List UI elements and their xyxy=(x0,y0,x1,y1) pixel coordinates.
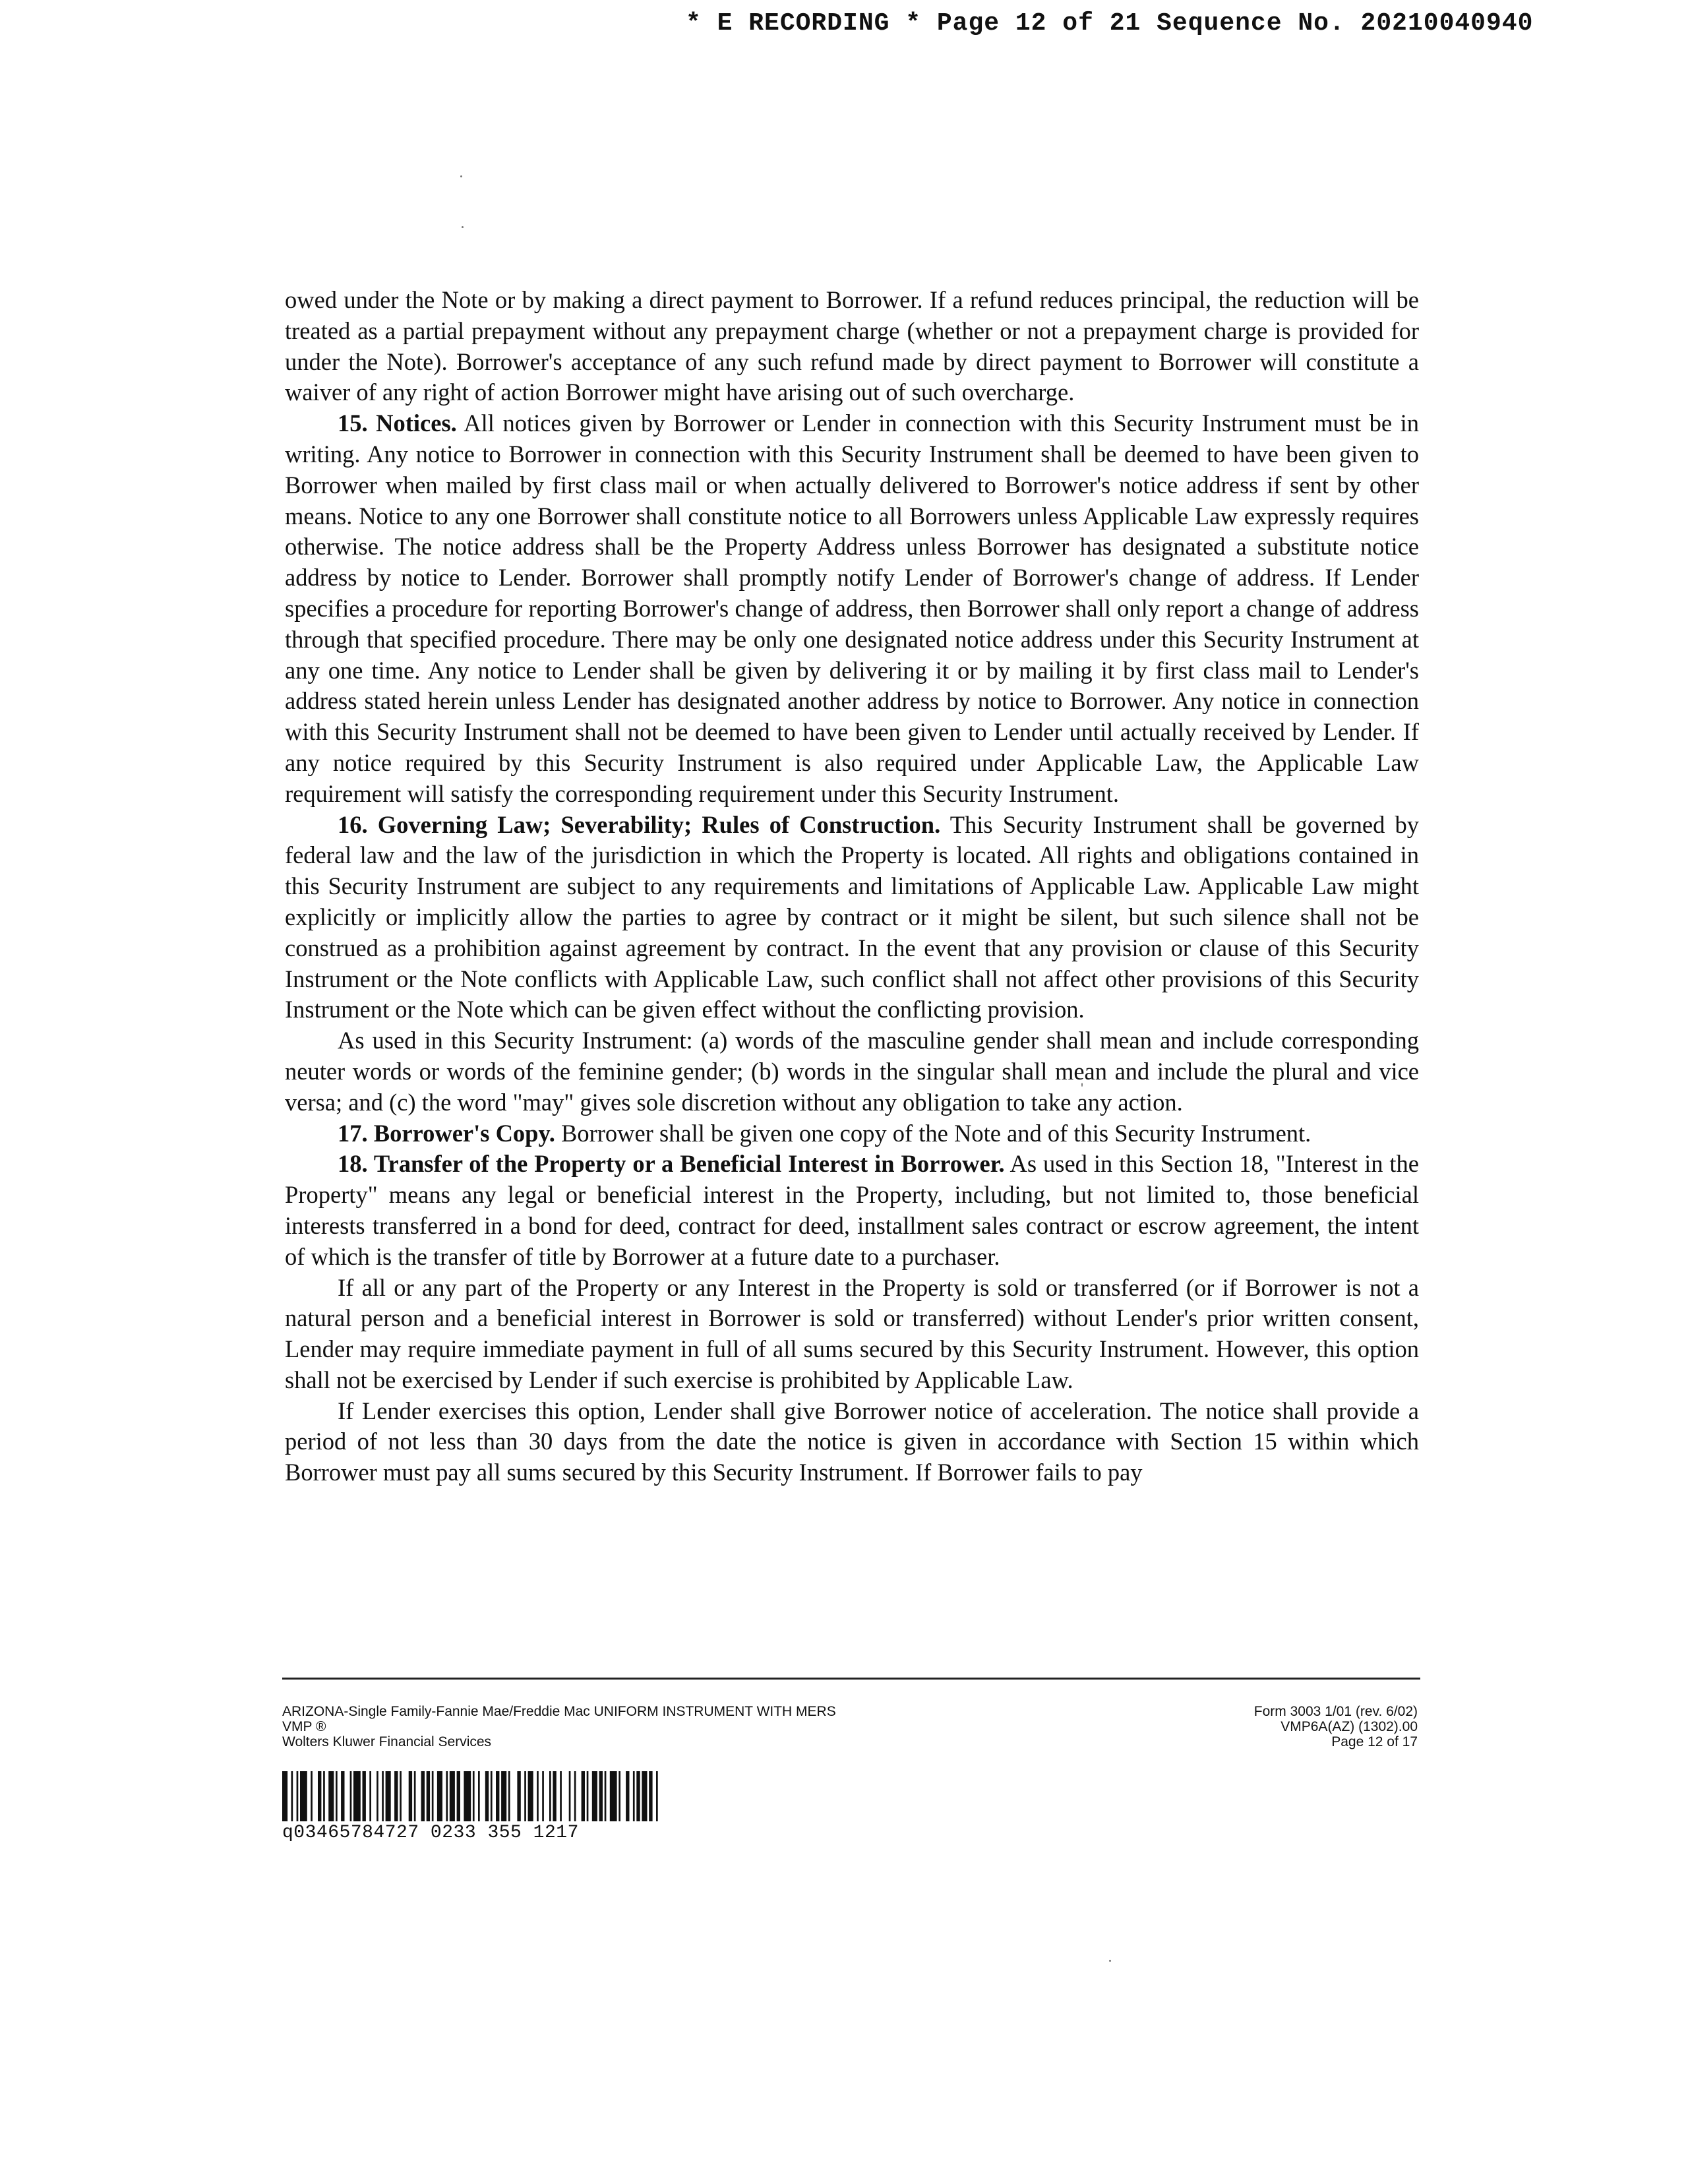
footer-form-number xyxy=(1254,1704,1418,1749)
footer-form-info xyxy=(282,1704,836,1749)
section-15-heading: 15. Notices. xyxy=(338,410,457,437)
footer-form-revision: Form 3003 1/01 (rev. 6/02) xyxy=(1253,1704,1418,1719)
paragraph-overcharge-continued: owed under the Note or by making a direct payment to Borrower. If a refund reduces principal, the reduction will be treated as a partial prepayment without any prepayment charge (whether or not a prepayment charge is provided for under the Note). Borrower's acceptance of any such refund made by direct payment to Borrower will constitute a waiver of any right of action Borrower might have arising out of such overcharge. xyxy=(285,286,1419,406)
section-18-heading: 18. Transfer of the Property or a Beneficial Interest in Borrower. xyxy=(338,1150,1005,1178)
section-15-text: All notices given by Borrower or Lender in connection with this Security Instrument must be in writing. Any notice to Borrower in connection with this Security Instrument shall be deemed to have been given to Borrower when mailed by first class mail or when actually delivered to Borrower's notice address if sent by other means. Notice to any one Borrower shall constitute notice to all Borrowers unless Applicable Law expressly requires otherwise. The notice address shall be the Property Address unless Borrower has designated a substitute notice address by notice to Lender. Borrower shall promptly notify Lender of Borrower's change of address. If Lender specifies a procedure for reporting Borrower's change of address, then Borrower shall only report a change of address through that specified procedure. There may be only one designated notice address under this Security Instrument at any one time. Any notice to Lender shall be given by delivering it or by mailing it by first class mail to Lender's address stated herein unless Lender has designated another address by notice to Borrower. Any notice in connection with this Security Instrument shall not be deemed to have been given to Lender until actually received by Lender. If any notice required by this Security Instrument is also required under Applicable Law, the Applicable Law requirement will satisfy the corresponding requirement under this Security Instrument. xyxy=(285,410,1419,807)
section-16-governing-law xyxy=(285,810,1419,1026)
section-18-paragraph-3: If Lender exercises this option, Lender shall give Borrower notice of acceleration. The notice shall provide a period of not less than 30 days from the date the notice is given in accordance with Section 15 within which Borrower must pay all sums secured by this Security Instrument. If Borrower fails to pay xyxy=(285,1397,1419,1486)
recording-header: * E RECORDING * Page 12 of 21 Sequence No. 20210040940 xyxy=(686,9,1534,38)
section-17-text: Borrower shall be given one copy of the Note and of this Security Instrument. xyxy=(555,1119,1311,1147)
section-17-heading: 17. Borrower's Copy. xyxy=(338,1119,555,1147)
section-17-borrowers-copy xyxy=(285,1118,1419,1149)
section-15-notices xyxy=(285,408,1419,809)
section-18-text: As used in this Section 18, "Interest in the Property" means any legal or beneficial interest in the Property, including, but not limited to, those beneficial interests transferred in a bond for deed, contract for deed, installment sales contract or escrow agreement, the intent of which is the transfer of title by Borrower at a future date to a purchaser. xyxy=(285,1150,1419,1270)
barcode-image xyxy=(282,1771,724,1821)
scan-speck xyxy=(462,226,464,228)
section-16-construction-paragraph: As used in this Security Instrument: (a) words of the masculine gender shall mean and include corresponding neuter words or words of the feminine gender; (b) words in the singular shall mean and include the plural and vice versa; and (c) the word "may" gives sole discretion without any obligation to take any action. xyxy=(285,1027,1419,1116)
footer-vmp-code: VMP6A(AZ) (1302).00 xyxy=(1281,1719,1418,1734)
footer-form-title: ARIZONA-Single Family-Fannie Mae/Freddie Mac UNIFORM INSTRUMENT WITH MERS xyxy=(282,1704,836,1719)
section-16-text: This Security Instrument shall be governed by federal law and the law of the jurisdiction in which the Property is located. All rights and obligations contained in this Security Instrument are subject to any requirements and limitations of Applicable Law. Applicable Law might explicitly or implicitly allow the parties to agree by contract or it might be silent, but such silence shall not be construed as a prohibition against agreement by contract. In the event that any provision or clause of this Security Instrument or the Note conflicts with Applicable Law, such conflict shall not affect other provisions of this Security Instrument or the Note which can be given effect without the conflicting provision. xyxy=(285,810,1420,1023)
footer-vmp-mark: VMP ® xyxy=(282,1719,326,1734)
scan-speck xyxy=(1109,1960,1111,1962)
section-16-heading: 16. Governing Law; Severability; Rules of Construction. xyxy=(338,810,941,838)
footer-publisher: Wolters Kluwer Financial Services xyxy=(282,1734,492,1749)
section-18-transfer xyxy=(285,1149,1419,1272)
document-body xyxy=(285,285,1419,1488)
footer-page-number: Page 12 of 17 xyxy=(1331,1734,1418,1749)
barcode-number: q03465784727 0233 355 1217 xyxy=(282,1823,579,1843)
footer-divider xyxy=(282,1678,1420,1680)
section-18-paragraph-2: If all or any part of the Property or any Interest in the Property is sold or transferred (or if Borrower is not a natural person and a beneficial interest in Borrower is sold or transferred) without Lender's prior written consent, Lender may require immediate payment in full of all sums secured by this Security Instrument. However, this option shall not be exercised by Lender if such exercise is prohibited by Applicable Law. xyxy=(285,1273,1419,1393)
scan-speck xyxy=(460,175,462,177)
